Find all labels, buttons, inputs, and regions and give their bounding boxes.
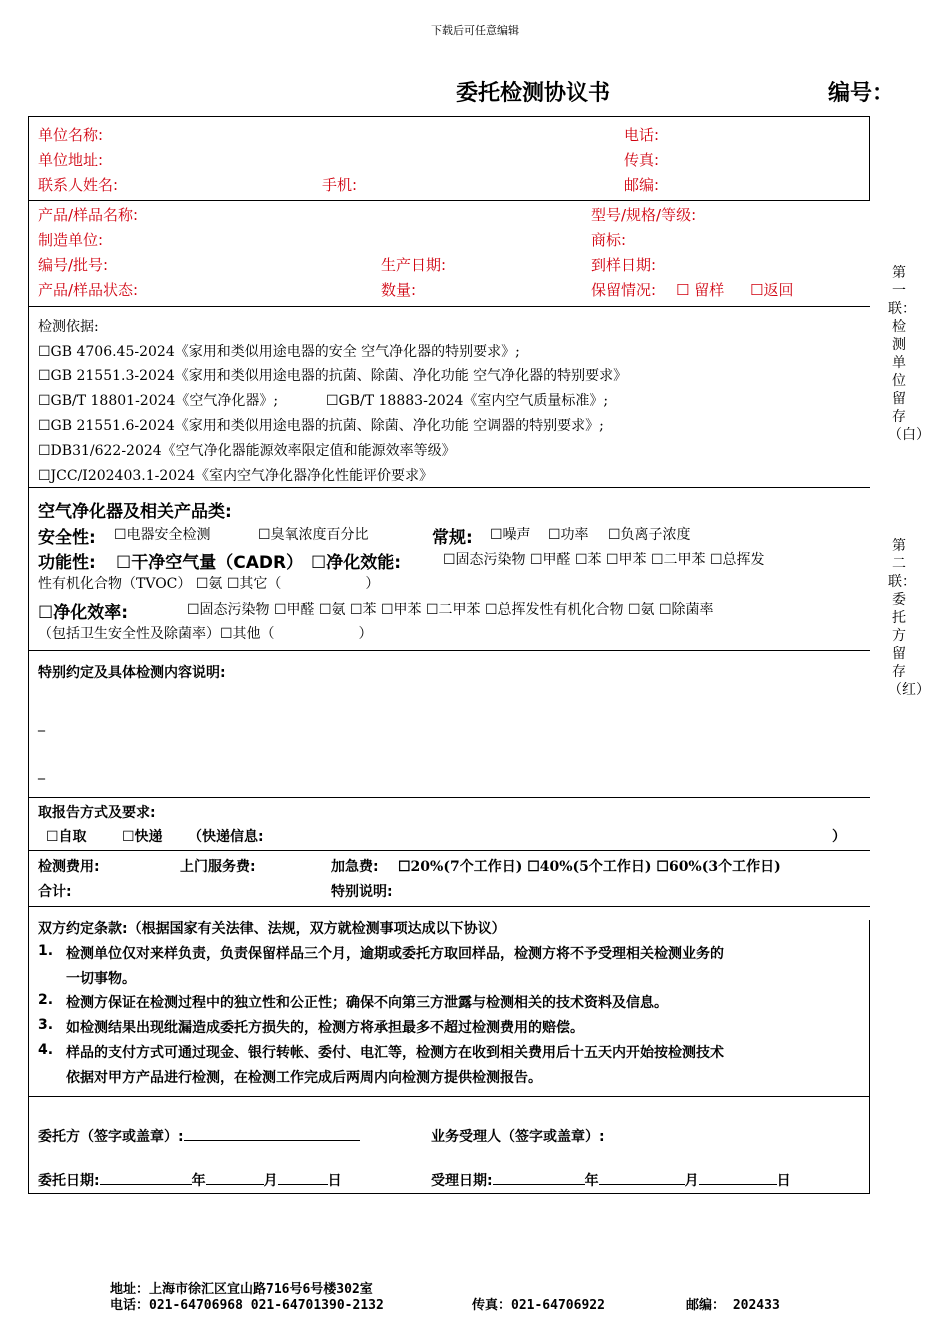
basis-item-gb21551-6[interactable]: ☐GB 21551.6-2024《家用和类似用途电器的抗菌、除菌、净化功能 空调器的特别要求》; [38,418,604,434]
fax-field[interactable]: 传真: [624,151,660,169]
unit-address-field[interactable]: 单位地址: [38,151,104,169]
phone-field[interactable]: 电话: [624,126,660,144]
month-label: 月 [684,1173,699,1189]
divider-fees [28,906,870,907]
noise-checkbox[interactable]: ☐噪声 [490,527,531,543]
total-field[interactable]: 合计: [38,884,72,900]
client-date-field[interactable] [38,1170,342,1190]
client-sign-field[interactable] [38,1126,360,1146]
divider-sample [28,306,870,307]
urgent-fee-options[interactable]: ☐20%(7个工作日) ☐40%(5个工作日) ☐60%(3个工作日) [398,859,781,875]
quantity-field[interactable]: 数量: [381,281,417,299]
footer-fax: 传真：021-64706922 [472,1298,605,1313]
term-1-num: 1. [38,943,54,959]
urgent-fee-label: 加急费: [331,859,379,875]
right-border-terms [869,920,870,1194]
client-date-year-line[interactable] [100,1170,192,1185]
year-label: 年 [584,1173,599,1189]
ozone-checkbox[interactable]: ☐臭氧浓度百分比 [258,527,369,543]
efficiency-items-cont[interactable]: （包括卫生安全性及除菌率）☐其他（ ） [38,626,373,642]
unit-name-field[interactable]: 单位名称: [38,126,104,144]
mobile-field[interactable]: 手机: [322,176,358,194]
self-pickup-checkbox[interactable]: ☐自取 [46,829,87,845]
test-fee-field[interactable]: 检测费用: [38,859,100,875]
divider-client [28,200,870,201]
basis-item-gb21551-3[interactable]: ☐GB 21551.3-2024《家用和类似用途电器的抗菌、除菌、净化功能 空气净化器的特别要求》 [38,368,628,384]
function-label: 功能性: [38,553,96,573]
top-border [28,116,870,117]
divider-basis [28,487,870,488]
footer-address: 地址：上海市徐汇区宜山路716号6号楼302室 [110,1282,373,1297]
client-sign-line[interactable] [184,1126,360,1141]
day-label: 日 [776,1173,791,1189]
basis-item-gb18883[interactable]: ☐GB/T 18883-2024《室内空气质量标准》; [326,393,609,409]
batch-field[interactable]: 编号/批号: [38,256,109,274]
serial-number-label: 编号： [828,80,895,106]
special-note-field[interactable]: 特别说明: [331,884,393,900]
divider-special [28,797,870,798]
negative-ion-checkbox[interactable]: ☐负离子浓度 [608,527,691,543]
basis-item-jcc[interactable]: ☐JCC/I202403.1-2024《室内空气净化器净化性能评价要求》 [38,468,433,484]
brand-field[interactable]: 商标: [591,231,627,249]
year-label: 年 [191,1173,206,1189]
term-1-line-1: 检测单位仅对来样负责，负责保留样品三个月，逾期或委托方取回样品，检测方将不予受理相关检测业务的 [66,946,724,962]
client-date-label: 委托日期: [38,1173,100,1189]
power-checkbox[interactable]: ☐功率 [548,527,589,543]
accept-date-label: 受理日期: [431,1173,493,1189]
basis-item-gb18801[interactable]: ☐GB/T 18801-2024《空气净化器》; [38,393,279,409]
day-label: 日 [327,1173,342,1189]
term-4-num: 4. [38,1042,54,1058]
express-info-field[interactable]: （快递信息: [188,829,264,845]
special-label: 特别约定及具体检测内容说明: [38,665,226,681]
divider-report [28,850,870,851]
copy-2-label: 第二联：委托方留存（红） [888,538,930,698]
efficiency-items[interactable]: ☐固态污染物 ☐甲醛 ☐氨 ☐苯 ☐甲苯 ☐二甲苯 ☐总挥发性有机化合物 ☐氨 ☐除菌率 [187,602,714,618]
cadr-checkbox[interactable]: ☐干净空气量（CADR） [116,553,304,573]
term-3-line-1: 如检测结果出现纰漏造成委托方损失的，检测方将承担最多不超过检测费用的赔偿。 [66,1020,584,1036]
manufacturer-field[interactable]: 制造单位: [38,231,104,249]
production-date-field[interactable]: 生产日期: [381,256,447,274]
client-date-month-line[interactable] [206,1170,264,1185]
function-items[interactable]: ☐固态污染物 ☐甲醛 ☐苯 ☐甲苯 ☐二甲苯 ☐总挥发 [443,552,765,568]
top-note: 下载后可任意编辑 [431,24,519,37]
accept-date-month-line[interactable] [599,1170,685,1185]
footer-phone: 电话：021-64706968 021-64701390-2132 [110,1298,384,1313]
copy-1-label: 第一联：检测单位留存（白） [888,265,930,443]
function-items-cont[interactable]: 性有机化合物（TVOC） ☐氨 ☐其它（ ） [38,576,380,592]
month-label: 月 [263,1173,278,1189]
contact-name-field[interactable]: 联系人姓名: [38,176,119,194]
arrival-date-field[interactable]: 到样日期: [591,256,657,274]
return-sample-checkbox[interactable]: ☐返回 [750,281,794,299]
efficacy-checkbox[interactable]: ☐净化效能: [311,553,402,573]
sample-status-field[interactable]: 产品/样品状态: [38,281,139,299]
term-2-num: 2. [38,992,54,1008]
footer-postcode: 邮编： 202433 [686,1298,780,1313]
express-checkbox[interactable]: ☐快递 [122,829,163,845]
postcode-field[interactable]: 邮编: [624,176,660,194]
client-sign-label: 委托方（签字或盖章）: [38,1129,184,1145]
retain-sample-checkbox[interactable]: ☐ 留样 [676,281,725,299]
agent-sign-field[interactable]: 业务受理人（签字或盖章）: [431,1129,605,1145]
term-1-line-2: 一切事物。 [66,971,136,987]
electrical-safety-checkbox[interactable]: ☐电器安全检测 [114,527,211,543]
safety-label: 安全性: [38,528,96,548]
retention-label: 保留情况: [591,281,657,299]
basis-item-db31[interactable]: ☐DB31/622-2024《空气净化器能源效率限定值和能源效率等级》 [38,443,456,459]
term-4-line-2: 依据对甲方产品进行检测，在检测工作完成后两周内向检测方提供检测报告。 [66,1070,542,1086]
products-heading: 空气净化器及相关产品类: [38,502,232,522]
basis-item-gb4706[interactable]: ☐GB 4706.45-2024《家用和类似用途电器的安全 空气净化器的特别要求》; [38,344,520,360]
divider-terms [28,1096,870,1097]
client-date-day-line[interactable] [278,1170,328,1185]
term-3-num: 3. [38,1017,54,1033]
page-title: 委托检测协议书 [456,80,611,106]
special-line-1[interactable]: _ [38,716,45,732]
divider-products [28,650,870,651]
right-border-client [869,116,870,200]
express-close-paren: ） [832,829,846,845]
accept-date-field[interactable] [431,1170,791,1190]
report-label: 取报告方式及要求: [38,805,156,821]
basis-label: 检测依据: [38,319,99,335]
model-field[interactable]: 型号/规格/等级: [591,206,697,224]
terms-heading: 双方约定条款:（根据国家有关法律、法规，双方就检测事项达成以下协议） [38,921,506,937]
onsite-fee-field[interactable]: 上门服务费: [180,859,256,875]
term-2-line-1: 检测方保证在检测过程中的独立性和公正性；确保不向第三方泄露与检测相关的技术资料及信息。 [66,995,668,1011]
accept-date-day-line[interactable] [699,1170,777,1185]
accept-date-year-line[interactable] [493,1170,585,1185]
routine-label: 常规: [432,528,473,548]
efficiency-checkbox[interactable]: ☐净化效率: [38,603,129,623]
special-line-2[interactable]: _ [38,764,45,780]
product-name-field[interactable]: 产品/样品名称: [38,206,139,224]
term-4-line-1: 样品的支付方式可通过现金、银行转帐、委付、电汇等，检测方在收到相关费用后十五天内开始按检测技术 [66,1045,724,1061]
